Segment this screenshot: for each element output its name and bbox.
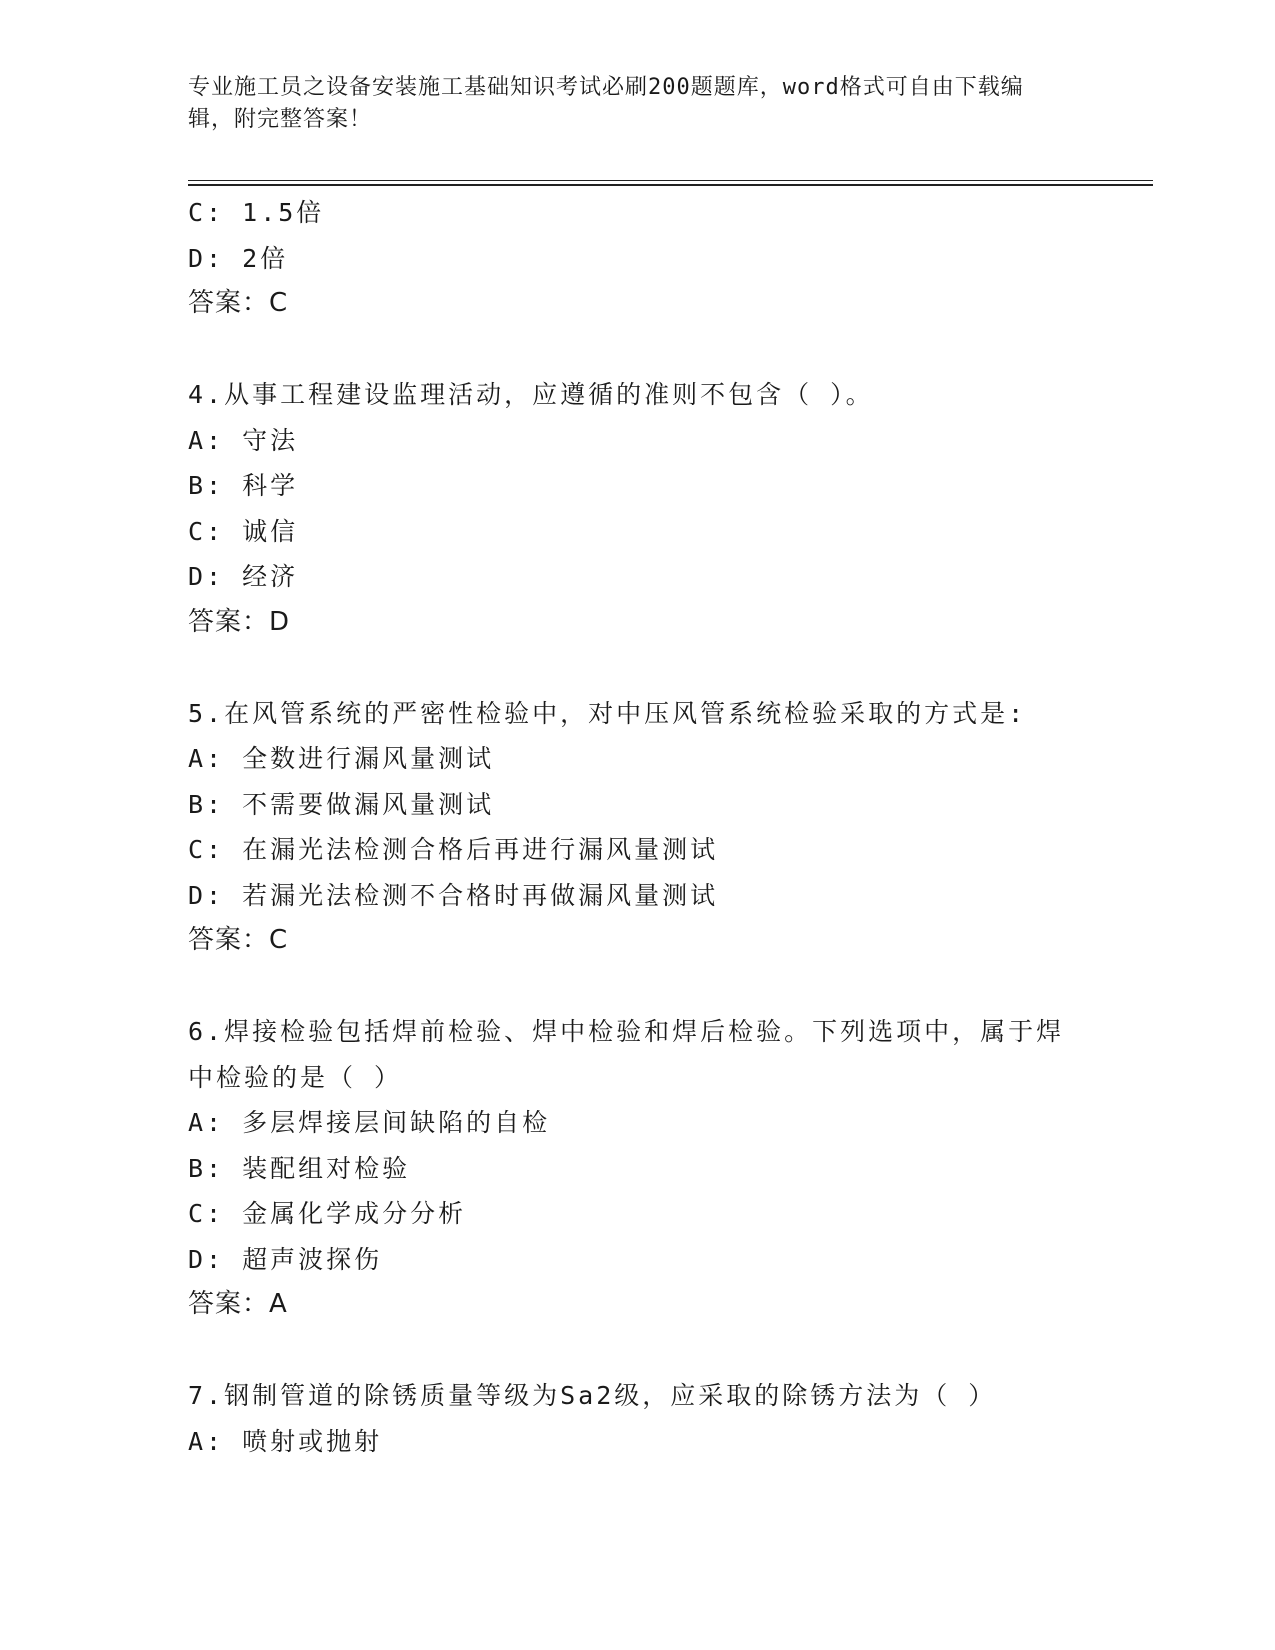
question-4 [188,372,1088,645]
option-c: C: 1.5倍 [188,198,325,227]
option-b: B: 不需要做漏风量测试 [188,789,495,819]
question-3-partial [188,190,1088,327]
question-list [188,190,1088,1464]
question-title: 5.在风管系统的严密性检验中，对中压风管系统检验采取的方式是: [188,698,1027,728]
question-5 [188,691,1088,964]
question-title: 7.钢制管道的除锈质量等级为Sa2级，应采取的除锈方法为（ ） [188,1381,997,1410]
option-a: A: 喷射或抛射 [188,1426,383,1456]
answer: 答案：A [188,1289,288,1319]
question-title: 4.从事工程建设监理活动，应遵循的准则不包含（ ）。 [188,380,874,409]
question-title: 6.焊接检验包括焊前检验、焊中检验和焊后检验。下列选项中，属于焊中检验的是（ ） [188,1017,1065,1092]
option-c: C: 金属化学成分分析 [188,1199,467,1228]
question-6 [188,1009,1088,1328]
option-a: A: 守法 [188,425,299,455]
answer: 答案：D [188,606,291,637]
option-d: D: 超声波探伤 [188,1244,383,1274]
option-c: C: 在漏光法检测合格后再进行漏风量测试 [188,835,719,864]
option-b: B: 装配组对检验 [188,1153,411,1183]
answer: 答案：C [188,288,289,318]
option-d: D: 若漏光法检测不合格时再做漏风量测试 [188,880,719,910]
document-header: 专业施工员之设备安装施工基础知识考试必刷200题题库，word格式可自由下载编辑，附完整答案！ [188,75,1024,132]
option-c: C: 诚信 [188,516,299,546]
question-7 [188,1373,1088,1464]
option-a: A: 多层焊接层间缺陷的自检 [188,1108,551,1137]
option-d: D: 经济 [188,562,299,591]
answer: 答案：C [188,925,289,955]
option-a: A: 全数进行漏风量测试 [188,744,495,773]
header-divider-thin [188,180,1153,181]
option-b: B: 科学 [188,471,299,500]
option-d: D: 2倍 [188,243,289,273]
header-divider-thick [188,184,1153,186]
